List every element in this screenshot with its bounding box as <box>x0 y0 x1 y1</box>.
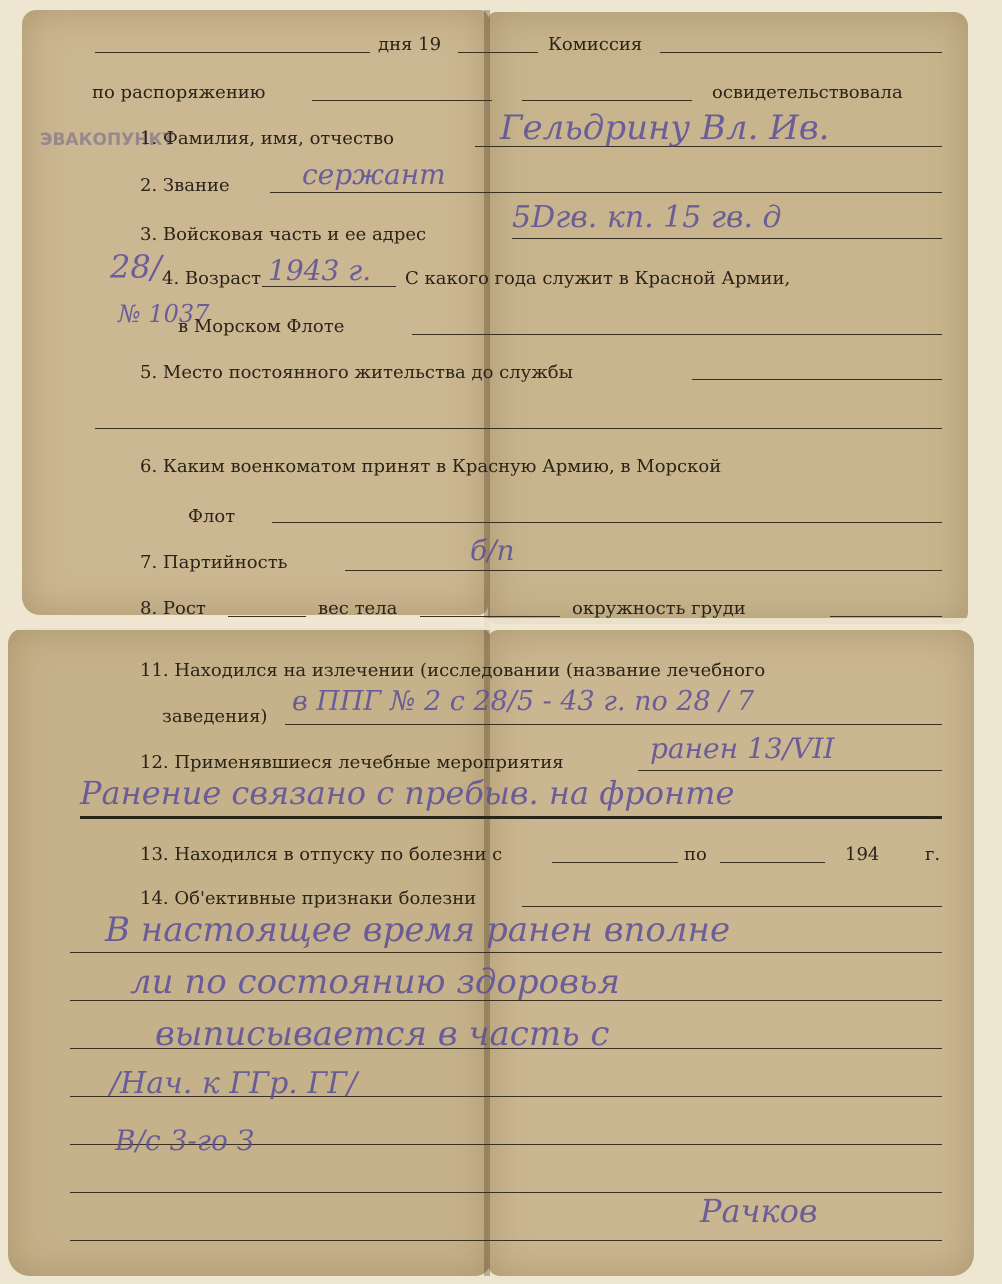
field-8-weight-line <box>420 616 560 617</box>
field-11-institution-label: заведения) <box>162 706 268 727</box>
field-13-to-label: по <box>684 844 707 865</box>
handwritten-hospital: в ППГ № 2 с 28/5 - 43 г. по 28 / 7 <box>292 686 755 717</box>
field-13-suffix-label: г. <box>925 844 941 865</box>
field-8-weight-label: вес тела <box>318 598 398 619</box>
header-commission-line <box>660 52 942 53</box>
handwritten-note-line-3: выписывается в часть с <box>155 1014 610 1054</box>
handwritten-party: б/п <box>470 534 515 567</box>
field-1-label: 1. Фамилия, имя, отчество <box>140 128 394 149</box>
field-13-label: 13. Находился в отпуску по болезни с <box>140 844 503 865</box>
field-14-line-7 <box>70 1240 942 1241</box>
vertical-fold <box>484 10 490 1276</box>
field-12-label: 12. Применявшиеся лечебные мероприятия <box>140 752 564 773</box>
field-12-line <box>638 770 942 771</box>
field-5-label: 5. Место постоянного жительства до службы <box>140 362 573 383</box>
handwritten-note-line-2: ли по состоянию здоровья <box>130 962 620 1002</box>
field-7-line <box>345 570 942 571</box>
handwritten-signature: Рачков <box>700 1192 818 1230</box>
field-3-line <box>512 238 942 239</box>
field-5-line <box>692 379 942 380</box>
header-day-label: дня 19 <box>378 34 442 55</box>
handwritten-margin-date: 28/ <box>110 248 162 286</box>
examined-label: освидетельствовала <box>712 82 903 103</box>
handwritten-note-line-4: /Нач. к ГГр. ГГ/ <box>110 1066 358 1101</box>
handwritten-note-line-1: В настоящее время ранен вполне <box>105 910 731 950</box>
handwritten-wound-note: Ранение связано с пребыв. на фронте <box>80 774 735 812</box>
section-rule <box>80 816 942 819</box>
field-14-line-1 <box>70 952 942 953</box>
field-6-label: 6. Каким военкоматом принят в Красную Армию, в Морской <box>140 456 722 477</box>
field-7-label: 7. Партийность <box>140 552 288 573</box>
faded-stamp: ЭВАКОПУНКТ <box>40 130 174 150</box>
handwritten-name: Гельдрину Вл. Ив. <box>500 108 830 148</box>
field-11-line <box>285 724 942 725</box>
field-14-line-0 <box>522 906 942 907</box>
field-13-from-line <box>552 862 678 863</box>
field-4-label: 4. Возраст <box>162 268 262 289</box>
field-4-navy-line <box>412 334 942 335</box>
field-4-service-label: С какого года служит в Красной Армии, <box>405 268 791 289</box>
header-commission-label: Комиссия <box>548 34 643 55</box>
field-8-chest-line <box>830 616 942 617</box>
by-order-line-2 <box>522 100 692 101</box>
handwritten-note-line-5: В/с 3-го З <box>115 1124 255 1157</box>
field-2-label: 2. Звание <box>140 175 230 196</box>
field-6-line <box>272 522 942 523</box>
header-date-line <box>95 52 370 53</box>
field-6-fleet-label: Флот <box>188 506 236 527</box>
handwritten-margin-number: № 1037 <box>118 300 210 328</box>
field-8-chest-label: окружность груди <box>572 598 746 619</box>
field-11-label: 11. Находился на излечении (исследовании (название лечебного <box>140 660 766 681</box>
field-13-year-label: 194 <box>845 844 880 865</box>
handwritten-rank: сержант <box>302 158 446 191</box>
header-year-line <box>458 52 538 53</box>
field-14-label: 14. Об'ективные признаки болезни <box>140 888 477 909</box>
field-2-line <box>270 192 942 193</box>
handwritten-year: 1943 г. <box>268 254 372 287</box>
handwritten-treatment: ранен 13/VII <box>650 732 835 765</box>
field-3-label: 3. Войсковая часть и ее адрес <box>140 224 427 245</box>
paper-quadrant-bottom-right <box>488 630 974 1276</box>
field-8-height-line <box>228 616 306 617</box>
by-order-line <box>312 100 492 101</box>
field-5-line-2 <box>95 428 942 429</box>
field-8-height-label: 8. Рост <box>140 598 206 619</box>
field-4-navy-label: в Морском Флоте <box>178 316 345 337</box>
by-order-label: по распоряжению <box>92 82 266 103</box>
field-13-to-line <box>720 862 825 863</box>
handwritten-unit: 5Dгв. кп. 15 гв. д <box>512 200 782 235</box>
